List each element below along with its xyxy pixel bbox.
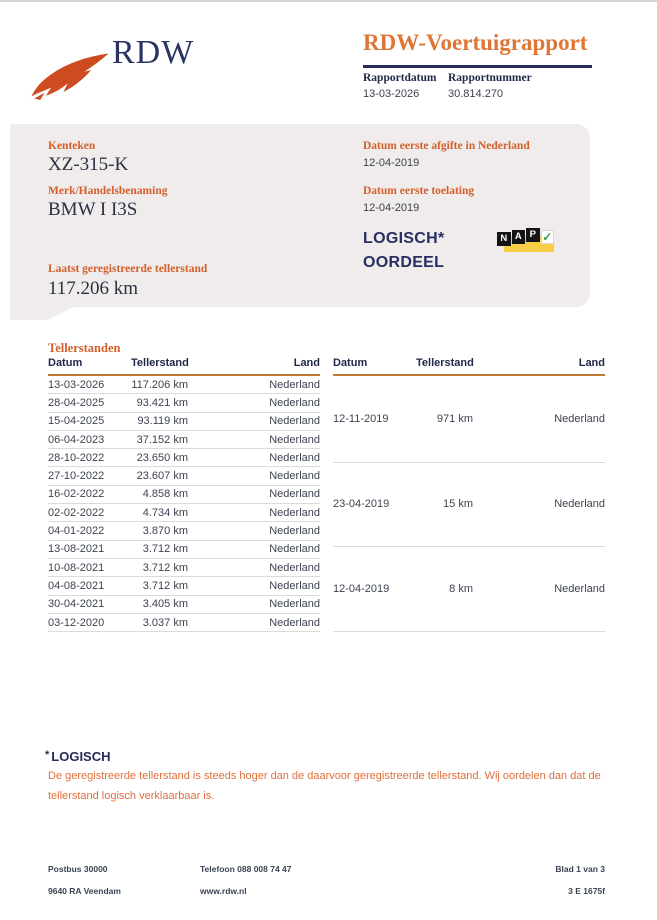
cell-land: Nederland <box>188 504 320 522</box>
cell-tellerstand: 37.152 km <box>131 430 188 448</box>
nap-letter-a: A <box>512 230 526 244</box>
rdw-feather-logo-icon <box>30 48 110 104</box>
tellerstanden-table-right <box>333 357 605 632</box>
table-row <box>48 522 320 540</box>
cell-datum: 28-10-2022 <box>48 449 131 467</box>
footnote-asterisk: * <box>45 749 50 761</box>
cell-tellerstand: 971 km <box>416 375 473 462</box>
footer-website: www.rdw.nl <box>200 886 247 896</box>
table-row <box>333 547 605 632</box>
logisch-footnote-text: De geregistreerde tellerstand is steeds hoger dan de daarvoor geregistreerde tellerstand. Wij oordelen dan dat de tellerstand logisch verklaarbaar is. <box>48 770 601 802</box>
report-date-value: 13-03-2026 <box>363 88 420 100</box>
table-row <box>333 375 605 462</box>
cell-land: Nederland <box>188 558 320 576</box>
table-row <box>48 375 320 394</box>
rdw-logo-text: RDW <box>112 34 195 71</box>
cell-datum: 30-04-2021 <box>48 595 131 613</box>
cell-land: Nederland <box>473 462 605 547</box>
column-header-datum: Datum <box>48 357 131 375</box>
cell-land: Nederland <box>473 375 605 462</box>
cell-datum: 03-12-2020 <box>48 613 131 631</box>
table-row <box>48 558 320 576</box>
footer-page-number: Blad 1 van 3 <box>555 864 605 874</box>
cell-datum: 27-10-2022 <box>48 467 131 485</box>
cell-tellerstand: 3.870 km <box>131 522 188 540</box>
nap-logo <box>497 227 559 257</box>
page-title: RDW-Voertuigrapport <box>363 30 588 55</box>
cell-datum: 23-04-2019 <box>333 462 416 547</box>
logisch-footnote-title <box>45 749 111 764</box>
cell-tellerstand: 4.858 km <box>131 485 188 503</box>
oordeel-line1: LOGISCH* <box>363 230 445 247</box>
merk-label: Merk/Handelsbenaming <box>48 185 168 197</box>
cell-land: Nederland <box>188 595 320 613</box>
table-row <box>48 577 320 595</box>
table-row <box>48 449 320 467</box>
title-underline <box>363 65 592 68</box>
cell-land: Nederland <box>188 577 320 595</box>
cell-land: Nederland <box>188 449 320 467</box>
cell-land: Nederland <box>188 375 320 394</box>
cell-tellerstand: 15 km <box>416 462 473 547</box>
cell-datum: 16-02-2022 <box>48 485 131 503</box>
cell-tellerstand: 3.037 km <box>131 613 188 631</box>
footer-address-line2: 9640 RA Veendam <box>48 886 121 896</box>
eerste-toelating-label: Datum eerste toelating <box>363 185 475 197</box>
table-row <box>48 504 320 522</box>
cell-land: Nederland <box>188 394 320 412</box>
cell-datum: 02-02-2022 <box>48 504 131 522</box>
cell-land: Nederland <box>188 522 320 540</box>
column-header-tellerstand: Tellerstand <box>131 357 188 375</box>
laatste-tellerstand-value: 117.206 km <box>48 278 139 299</box>
cell-tellerstand: 117.206 km <box>131 375 188 394</box>
nap-check-icon: ✓ <box>542 229 553 244</box>
column-header-land: Land <box>188 357 320 375</box>
eerste-afgifte-label: Datum eerste afgifte in Nederland <box>363 140 530 152</box>
cell-datum: 15-04-2025 <box>48 412 131 430</box>
oordeel-line2: OORDEEL <box>363 254 445 271</box>
cell-land: Nederland <box>188 467 320 485</box>
column-header-land: Land <box>473 357 605 375</box>
panel-corner-flap <box>10 306 76 320</box>
cell-datum: 13-08-2021 <box>48 540 131 558</box>
footer-doc-code: 3 E 1675f <box>568 886 605 896</box>
tellerstanden-section-title: Tellerstanden <box>48 341 121 355</box>
cell-datum: 04-01-2022 <box>48 522 131 540</box>
kenteken-label: Kenteken <box>48 140 96 152</box>
eerste-afgifte-value: 12-04-2019 <box>363 157 420 169</box>
table-row <box>48 394 320 412</box>
table-row <box>48 412 320 430</box>
cell-tellerstand: 23.650 km <box>131 449 188 467</box>
top-divider-line <box>0 0 657 2</box>
table-row <box>333 462 605 547</box>
merk-value: BMW I I3S <box>48 199 138 220</box>
cell-datum: 12-04-2019 <box>333 547 416 632</box>
cell-land: Nederland <box>188 540 320 558</box>
report-number-label: Rapportnummer <box>448 72 532 84</box>
kenteken-value: XZ-315-K <box>48 154 129 175</box>
cell-tellerstand: 8 km <box>416 547 473 632</box>
cell-tellerstand: 3.712 km <box>131 540 188 558</box>
cell-tellerstand: 3.712 km <box>131 577 188 595</box>
report-number-value: 30.814.270 <box>448 88 504 100</box>
tellerstanden-table-left <box>48 357 320 632</box>
cell-land: Nederland <box>473 547 605 632</box>
column-header-datum: Datum <box>333 357 416 375</box>
table-row <box>48 540 320 558</box>
table-row <box>48 430 320 448</box>
cell-tellerstand: 23.607 km <box>131 467 188 485</box>
table-row <box>48 485 320 503</box>
cell-land: Nederland <box>188 613 320 631</box>
nap-letter-p: P <box>526 228 540 242</box>
table-row <box>48 613 320 631</box>
tellerstanden-tables <box>48 357 605 632</box>
cell-tellerstand: 3.712 km <box>131 558 188 576</box>
cell-datum: 04-08-2021 <box>48 577 131 595</box>
cell-tellerstand: 3.405 km <box>131 595 188 613</box>
column-header-tellerstand: Tellerstand <box>416 357 473 375</box>
cell-datum: 06-04-2023 <box>48 430 131 448</box>
cell-datum: 12-11-2019 <box>333 375 416 462</box>
table-row <box>48 467 320 485</box>
footer-address-line1: Postbus 30000 <box>48 864 108 874</box>
footnote-title-text: LOGISCH <box>51 749 111 764</box>
nap-letter-n: N <box>497 232 511 246</box>
footer-phone: Telefoon 088 008 74 47 <box>200 864 292 874</box>
cell-datum: 28-04-2025 <box>48 394 131 412</box>
eerste-toelating-value: 12-04-2019 <box>363 202 420 214</box>
table-row <box>48 595 320 613</box>
cell-tellerstand: 4.734 km <box>131 504 188 522</box>
cell-datum: 10-08-2021 <box>48 558 131 576</box>
cell-land: Nederland <box>188 412 320 430</box>
laatste-tellerstand-label: Laatst geregistreerde tellerstand <box>48 263 208 275</box>
cell-tellerstand: 93.119 km <box>131 412 188 430</box>
cell-land: Nederland <box>188 485 320 503</box>
cell-tellerstand: 93.421 km <box>131 394 188 412</box>
cell-land: Nederland <box>188 430 320 448</box>
cell-datum: 13-03-2026 <box>48 375 131 394</box>
report-date-label: Rapportdatum <box>363 72 437 84</box>
